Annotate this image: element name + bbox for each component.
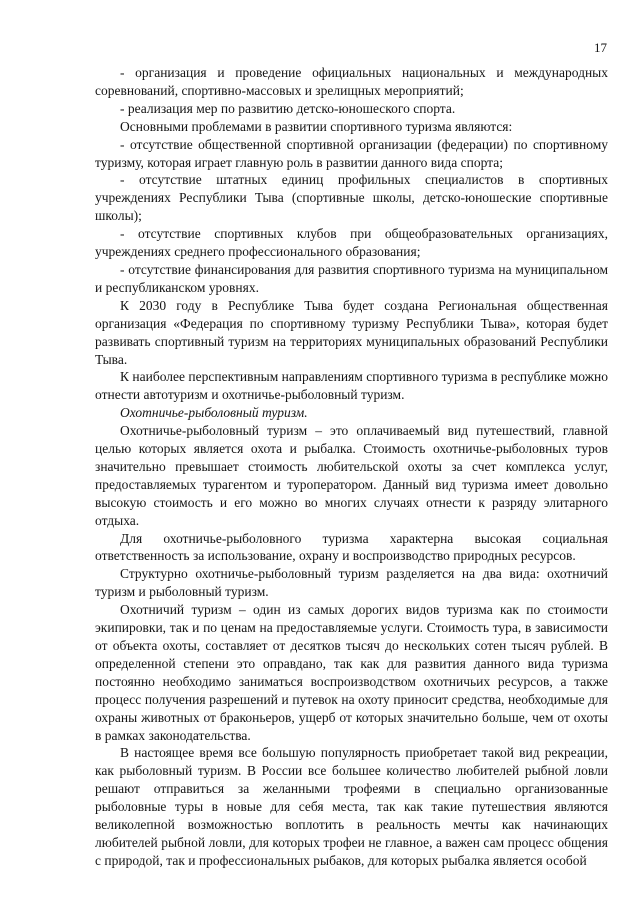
paragraph-4: - отсутствие общественной спортивной организации (федерации) по спортивному туризму, которая играет главную роль в развитии данного вида спорта;	[95, 136, 608, 170]
paragraph-6: - отсутствие спортивных клубов при общеобразовательных организациях, учреждениях среднего профессионального образования;	[95, 226, 608, 260]
paragraph-13: Структурно охотничье-рыболовный туризм разделяется на два вида: охотничий туризм и рыболовный туризм.	[95, 566, 608, 600]
paragraph-9: К наиболее перспективным направлениям спортивного туризма в республике можно отнести автотуризм и охотничье-рыболовный туризм.	[95, 369, 608, 403]
section-subheading	[95, 404, 608, 422]
paragraph-14: Охотничий туризм – один из самых дорогих видов туризма как по стоимости экипировки, так и по ценам на предоставляемые услуги. Стоимость тура, в зависимости от объекта охоты, составляет от десятков тысяч до нескольких сотен тысяч рублей. В определенной степени это оправдано, так как для развития данного вида туризма постоянно необходимо заниматься воспроизводством охотничьих ресурсов, а также процесс получения разрешений и путевок на охоту приносит средства, необходимые для охраны животных от браконьеров, ущерб от которых значительно больше, чем от охоты в рамках законодательства.	[95, 602, 608, 743]
page-number: 17	[594, 40, 607, 55]
paragraph-2: - реализация мер по развитию детско-юношеского спорта.	[120, 100, 456, 116]
subheading-text: Охотничье-рыболовный туризм.	[120, 405, 308, 421]
paragraph-15: В настоящее время все большую популярность приобретает такой вид рекреации, как рыболовный туризм. В России все большее количество любителей рыбной ловли решают отправиться за желанными трофеями в специально организованные рыболовные туры в новые для себя места, так как такие путешествия являются великолепной возможностью воплотить в реальность мечты как начинающих любителей рыбной ловли, для которых трофеи не главное, а важен сам процесс общения с природой, так и профессиональных рыбаков, для которых рыбалка является особой	[95, 745, 608, 868]
paragraph-3: Основными проблемами в развитии спортивного туризма являются:	[120, 118, 513, 134]
document-body	[95, 64, 608, 870]
paragraph-5: - отсутствие штатных единиц профильных специалистов в спортивных учреждениях Республики Тыва (спортивные школы, детско-юношеские спортивные школы);	[95, 172, 608, 224]
paragraph-7: - отсутствие финансирования для развития спортивного туризма на муниципальном и республиканском уровнях.	[95, 261, 608, 295]
paragraph-11: Охотничье-рыболовный туризм – это оплачиваемый вид путешествий, главной целью которых является охота и рыбалка. Стоимость охотничье-рыболовных туров значительно превышает стоимость любительской охоты за счет комплекса услуг, предоставляемых турагентом и туроператором. Данный вид туризма имеет довольно высокую стоимость и его можно во многих случаях отнести к разряду элитарного отдыха.	[95, 423, 608, 528]
paragraph-12: Для охотничье-рыболовного туризма характерна высокая социальная ответственность за использование, охрану и воспроизводство природных ресурсов.	[95, 530, 608, 564]
paragraph-8: К 2030 году в Республике Тыва будет создана Региональная общественная организация «Федерация по спортивному туризму Республики Тыва», которая будет развивать спортивный туризм на территориях муниципальных образований Республики Тыва.	[95, 297, 608, 367]
paragraph-1: - организация и проведение официальных национальных и международных соревнований, спортивно-массовых и зрелищных мероприятий;	[95, 65, 608, 98]
